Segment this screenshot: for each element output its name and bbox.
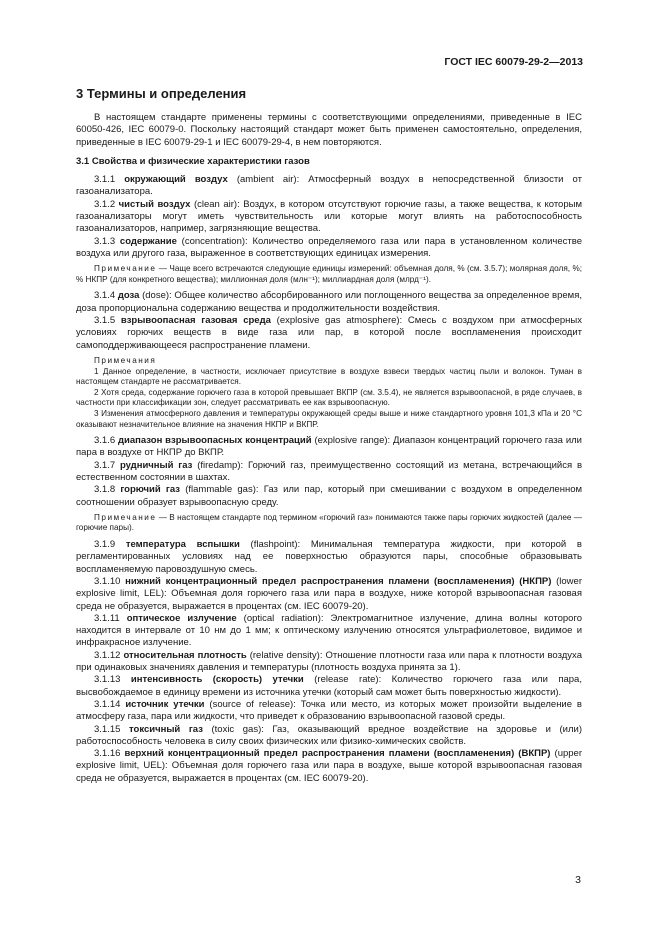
term-definition: (explosive gas atmosphere): Смесь с воздухом при атмосферных условиях горючих веществ в виде газа или пар, в которой после воспламенения происходит самоподдерживающееся распространение пламени. (76, 315, 582, 351)
term-name: верхний концентрационный предел распространения пламени (воспламенения) (ВКПР) (124, 748, 551, 760)
note-item-3: 3 Изменения атмосферного давления и температуры окружающей среды выше и ниже стандартного уровня 101,3 кПа и 20 °С оказывают незначительное влияние на значения НКПР и ВКПР. (76, 408, 582, 429)
term-3-1-2 (76, 199, 582, 236)
term-name: источник утечки (125, 698, 205, 710)
standard-header: ГОСТ IEC 60079-29-2—2013 (444, 56, 583, 68)
term-definition: (explosive range): Диапазон концентраций горючего газа или пара в воздухе от НКПР до ВКПР. (76, 435, 582, 459)
term-definition: (release rate): Количество горючего газа или пара, высвобождаемое в единицу времени из источника утечки (который сам может быть поверхностью жидкости). (76, 674, 582, 698)
term-definition: (firedamp): Горючий газ, преимущественно состоящий из метана, встречающийся в естественном состоянии в шахтах. (76, 459, 582, 483)
note-text: — Чаще всего встречаются следующие единицы измерений: объемная доля, % (см. 3.5.7); молярная доля, %; % НКПР (для конкретного вещества); миллионная доля (млн⁻¹); миллиардная доля (млрд⁻¹). (76, 264, 582, 284)
term-3-1-4 (76, 290, 582, 315)
term-number: 3.1.14 (94, 698, 126, 710)
note-label: Примечание (94, 264, 157, 274)
term-name: окружающий воздух (124, 174, 228, 186)
term-3-1-14 (76, 699, 582, 724)
term-name: нижний концентрационный предел распространения пламени (воспламенения) (НКПР) (125, 575, 552, 587)
term-name: температура вспышки (125, 539, 240, 551)
intro-paragraph: В настоящем стандарте применены термины с соответствующими определениями, приведенные в IEC 60050-426, IEC 60079-0. Поскольку настоящий стандарт может быть применен самостоятельно, определения, приведенные в IEC 60079-29-1 и IEC 60079-29-4, в нем повторяются. (76, 112, 582, 148)
term-definition: (ambient air): Атмосферный воздух в непосредственной близости от газоанализатора. (76, 174, 582, 198)
subsection-heading: 3.1 Свойства и физические характеристики газов (76, 155, 310, 167)
term-number: 3.1.11 (94, 612, 127, 624)
term-name: оптическое излучение (126, 612, 237, 624)
note-item-2: 2 Хотя среда, содержание горючего газа в которой превышает ВКПР (см. 3.5.4), не является взрывоопасной, в ряде случаев, в частности при классификации зон, следует рассматривать ее как взрывоопасную. (76, 387, 582, 408)
term-number: 3.1.15 (94, 723, 129, 735)
section-title: 3 Термины и определения (76, 86, 247, 101)
term-3-1-1 (76, 174, 582, 199)
note-units (76, 264, 582, 285)
note-text: — В настоящем стандарте под термином «горючий газ» понимаются также пары горючих жидкостей (далее — горючие пары). (76, 512, 582, 533)
term-3-1-5 (76, 315, 582, 352)
term-definition: (dose): Общее количество абсорбированного или поглощенного вещества за определенное время, доза пропорциональна содержанию вещества и продолжительности воздействия. (76, 290, 582, 314)
term-name: относительная плотность (123, 649, 247, 661)
note-item-1: 1 Данное определение, в частности, исключает присутствие в воздухе взвеси твердых частиц пыли и волокон. Туман в настоящем стандарте не рассматривается. (76, 366, 582, 387)
notes-heading: Примечания (94, 355, 157, 365)
term-definition: (relative density): Отношение плотности газа или пара к плотности воздуха при одинаковых значениях давления и температуры (плотность воздуха принята за 1). (76, 649, 582, 674)
term-definition: (concentration): Количество определяемого газа или пара в установленном количестве воздуха или другого газа, выраженное в соответствующих единицах измерения. (76, 235, 582, 259)
term-number: 3.1.16 (94, 748, 125, 760)
term-name: горючий газ (120, 484, 181, 496)
term-name: доза (117, 290, 140, 302)
term-number: 3.1.8 (94, 484, 121, 496)
term-number: 3.1.7 (94, 459, 120, 471)
page-content (76, 112, 582, 785)
term-definition: (source of release): Точка или место, из которых может произойти выделение в атмосферу газа, пара или жидкости, что приведет к образованию взрывоопасной газовой среды. (76, 698, 582, 723)
term-3-1-16 (76, 748, 582, 785)
term-number: 3.1.5 (94, 315, 121, 327)
term-definition: (clean air): Воздух, в котором отсутствуют горючие газы, а также вещества, к которым газоанализаторы могут иметь чувствительность или которые могут влиять на работоспособность газоанализаторов, например, загрязняющие вещества. (76, 198, 582, 235)
term-name: содержание (119, 235, 177, 247)
term-number: 3.1.3 (94, 235, 120, 247)
term-name: диапазон взрывоопасных концентраций (118, 435, 312, 447)
term-3-1-10 (76, 576, 582, 613)
term-number: 3.1.1 (94, 174, 125, 186)
page-number: 3 (575, 874, 581, 886)
note-label: Примечание (94, 512, 157, 522)
term-name: рудничный газ (119, 459, 193, 471)
term-3-1-9 (76, 539, 582, 576)
term-definition: (upper explosive limit, UEL): Объемная доля горючего газа или пара в воздухе, выше которой взрывоопасная газовая среда не образуется, выражается в процентах (см. IEC 60079-20). (76, 748, 582, 784)
note-flammable-gas (76, 513, 582, 534)
term-definition: (optical radiation): Электромагнитное излучение, длина волны которого находится в интервале от 10 нм до 1 мм; к оптическому излучению относятся ультрафиолетовое, видимое и инфракрасное излучение. (76, 612, 582, 649)
term-definition: (flammable gas): Газ или пар, который при смешивании с воздухом в определенном соотношении образует взрывоопасную среду. (76, 484, 583, 508)
term-number: 3.1.9 (94, 539, 126, 551)
term-number: 3.1.4 (94, 290, 118, 302)
term-3-1-6 (76, 435, 582, 460)
term-number: 3.1.6 (94, 435, 118, 447)
term-number: 3.1.13 (94, 674, 131, 686)
term-3-1-3 (76, 236, 582, 261)
term-3-1-13 (76, 674, 582, 699)
term-name: чистый воздух (118, 198, 191, 210)
term-3-1-11 (76, 613, 582, 650)
term-name: токсичный газ (128, 723, 203, 735)
term-3-1-7 (76, 460, 582, 485)
term-3-1-12 (76, 650, 582, 675)
term-definition: (lower explosive limit, LEL): Объемная доля горючего газа или пара в воздухе, ниже которой взрывоопасная газовая среда не образуется, выражается в процентах (см. IEC 60079-20). (76, 575, 582, 612)
term-number: 3.1.2 (94, 198, 119, 210)
term-definition: (flashpoint): Минимальная температура жидкости, при которой в регламентированных условиях над ее поверхностью образуются пары, способные образовывать воспламеняемую паровоздушную смесь. (76, 539, 582, 575)
term-3-1-15 (76, 724, 582, 749)
term-number: 3.1.10 (94, 575, 126, 587)
term-name: взрывоопасная газовая среда (120, 315, 271, 327)
term-definition: (toxic gas): Газ, оказывающий вредное воздействие на здоровье и (или) работоспособность человека в силу своих физических или физико-химических свойств. (76, 723, 582, 747)
term-number: 3.1.12 (94, 649, 124, 661)
term-3-1-8 (76, 484, 582, 509)
term-name: интенсивность (скорость) утечки (130, 674, 304, 686)
